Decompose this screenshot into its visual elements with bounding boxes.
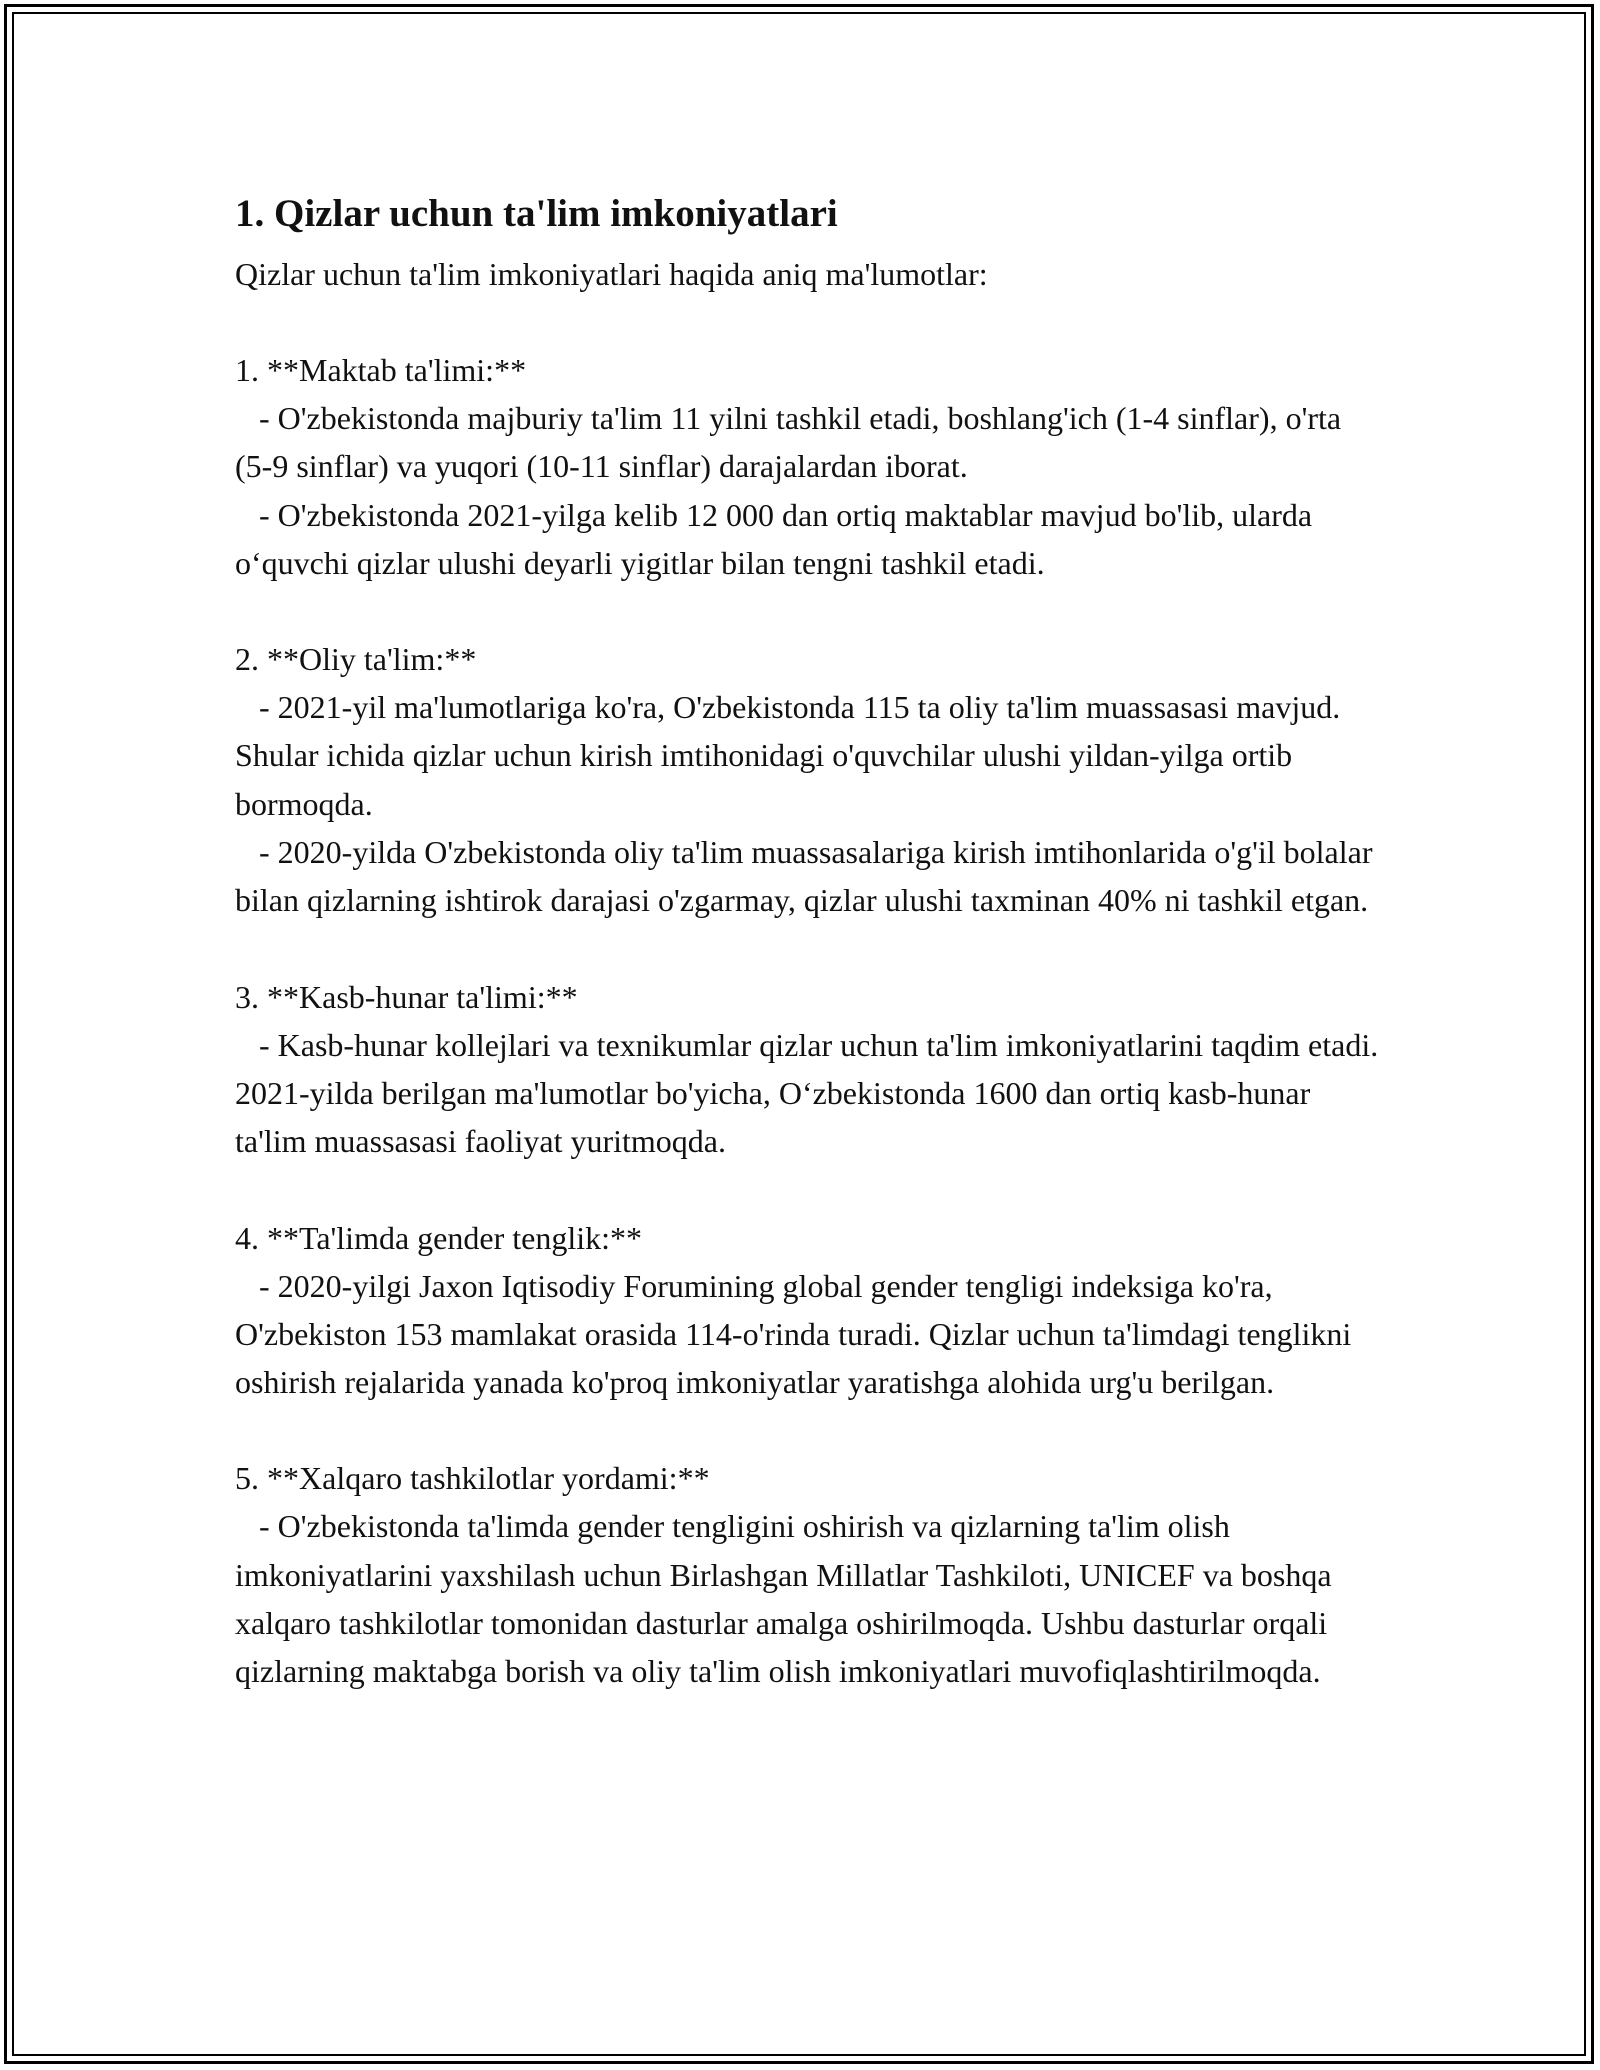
bullet-text: 2021-yil ma'lumotlariga ko'ra, O'zbekistonda 115 ta oliy ta'lim muassasasi mavjud. Shular ichida qizlar uchun kirish imtihonidagi o'quvchilar ulushi yildan-yilga ortib bormoqda. (235, 689, 1349, 822)
section-gender-equality (235, 1214, 1385, 1407)
bullet-item: - O'zbekistonda 2021-yilga kelib 12 000 dan ortiq maktablar mavjud bo'lib, ularda o‘quvchi qizlar ulushi deyarli yigitlar bilan tengni tashkil etadi. (235, 496, 1321, 581)
bullet-item: - O'zbekistonda majburiy ta'lim 11 yilni tashkil etadi, boshlang'ich (1-4 sinflar), o'rta (5-9 sinflar) va yuqori (10-11 sinflar) darajalardan iborat. (235, 400, 1350, 485)
bullet-text: 2020-yilgi Jaxon Iqtisodiy Forumining global gender tengligi indeksiga ko'ra, O'zbekiston 153 mamlakat orasida 114-o'rinda turadi. Qizlar uchun ta'limdagi tenglikni oshirish rejalarida yanada ko'proq imkoniyatlar yaratishga alohida urg'u berilgan. (235, 1267, 1360, 1401)
bullet-text: O'zbekistonda majburiy ta'lim 11 yilni tashkil etadi, boshlang'ich (1-4 sinflar), o'rta (5-9 sinflar) va yuqori (10-11 sinflar) darajalardan iborat. (235, 400, 1350, 485)
bullet-item: - O'zbekistonda ta'limda gender tengligini oshirish va qizlarning ta'lim olish imkoniyatlarini yaxshilash uchun Birlashgan Millatlar Tashkiloti, UNICEF va boshqa xalqaro tashkilotlar tomonidan dasturlar amalga oshirilmoqda. Ushbu dasturlar orqali qizlarning maktabga borish va oliy ta'lim olish imkoniyatlari muvofiqlashtirilmoqda. (235, 1508, 1340, 1690)
document-body (235, 186, 1385, 1744)
page-title: 1. Qizlar uchun ta'lim imkoniyatlari (235, 192, 838, 235)
bullet-item: - 2021-yil ma'lumotlariga ko'ra, O'zbekistonda 115 ta oliy ta'lim muassasasi mavjud. Shular ichida qizlar uchun kirish imtihonidagi o'quvchilar ulushi yildan-yilga ortib bormoqda. (235, 689, 1349, 822)
section-vocational-education (235, 973, 1385, 1166)
section-heading: 3. **Kasb-hunar ta'limi:** (235, 978, 578, 1015)
bullet-text: O'zbekistonda ta'limda gender tengligini oshirish va qizlarning ta'lim olish imkoniyatlarini yaxshilash uchun Birlashgan Millatlar Tashkiloti, UNICEF va boshqa xalqaro tashkilotlar tomonidan dasturlar amalga oshirilmoqda. Ushbu dasturlar orqali qizlarning maktabga borish va oliy ta'lim olish imkoniyatlari muvofiqlashtirilmoqda. (235, 1508, 1340, 1690)
section-international-support (235, 1454, 1385, 1695)
section-school-education (235, 346, 1385, 587)
section-heading: 1. **Maktab ta'limi:** (235, 352, 527, 388)
bullet-text: O'zbekistonda 2021-yilga kelib 12 000 dan ortiq maktablar mavjud bo'lib, ularda o‘quvchi qizlar ulushi deyarli yigitlar bilan tengni tashkil etadi. (235, 496, 1321, 581)
section-higher-education (235, 635, 1385, 924)
bullet-text: Kasb-hunar kollejlari va texnikumlar qizlar uchun ta'lim imkoniyatlarini taqdim etadi. 2021-yilda berilgan ma'lumotlar bo'yicha, O‘zbekistonda 1600 dan ortiq kasb-hunar ta'lim muassasasi faoliyat yuritmoqda. (235, 1026, 1387, 1160)
section-heading: 5. **Xalqaro tashkilotlar yordami:** (235, 1460, 710, 1497)
bullet-item: - 2020-yilda O'zbekistonda oliy ta'lim muassasalariga kirish imtihonlarida o'g'il bolalar bilan qizlarning ishtirok darajasi o'zgarmay, qizlar ulushi taxminan 40% ni tashkil etgan. (235, 834, 1381, 919)
bullet-item: - 2020-yilgi Jaxon Iqtisodiy Forumining global gender tengligi indeksiga ko'ra, O'zbekiston 153 mamlakat orasida 114-o'rinda turadi. Qizlar uchun ta'limdagi tenglikni oshirish rejalarida yanada ko'proq imkoniyatlar yaratishga alohida urg'u berilgan. (235, 1267, 1360, 1401)
bullet-item: - Kasb-hunar kollejlari va texnikumlar qizlar uchun ta'lim imkoniyatlarini taqdim etadi. 2021-yilda berilgan ma'lumotlar bo'yicha, O‘zbekistonda 1600 dan ortiq kasb-hunar ta'lim muassasasi faoliyat yuritmoqda. (235, 1026, 1387, 1160)
section-heading: 4. **Ta'limda gender tenglik:** (235, 1219, 642, 1256)
intro-text: Qizlar uchun ta'lim imkoniyatlari haqida aniq ma'lumotlar: (235, 256, 988, 292)
bullet-text: 2020-yilda O'zbekistonda oliy ta'lim muassasalariga kirish imtihonlarida o'g'il bolalar bilan qizlarning ishtirok darajasi o'zgarmay, qizlar ulushi taxminan 40% ni tashkil etgan. (235, 834, 1381, 919)
section-heading: 2. **Oliy ta'lim:** (235, 641, 477, 678)
